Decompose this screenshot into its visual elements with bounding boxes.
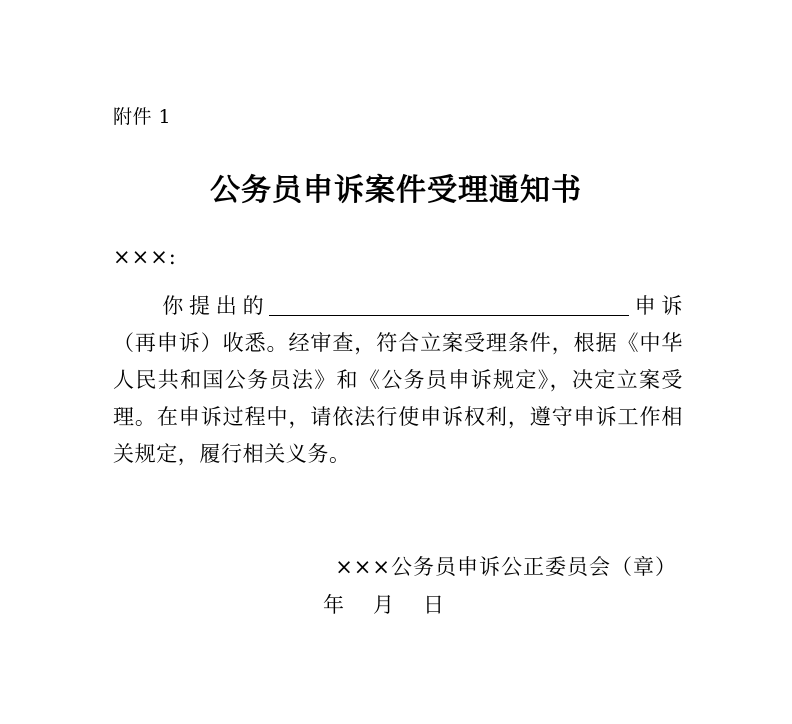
salutation: ×××: <box>113 245 177 269</box>
body-paragraph <box>113 288 683 473</box>
date-day: 日 <box>423 593 445 617</box>
attachment-label: 附件 1 <box>113 106 172 128</box>
body-rest: （再申诉）收悉。经审查，符合立案受理条件，根据《中华人民共和国公务员法》和《公务员申诉规定》，决定立案受理。在申诉过程中，请依法行使申诉权利，遵守申诉工作相关规定，履行相关义务。 <box>113 331 683 466</box>
signature-date <box>113 586 683 624</box>
date-month: 月 <box>373 593 395 617</box>
body-text <box>113 288 683 473</box>
date-year: 年 <box>323 593 345 617</box>
signature-block <box>113 548 683 624</box>
body-line1-prefix: 你提出的 <box>157 294 270 318</box>
signature-organization: ×××公务员申诉公正委员会（章） <box>335 555 677 579</box>
page-title: 公务员申诉案件受理通知书 <box>210 173 582 208</box>
fill-in-blank[interactable] <box>269 295 629 316</box>
body-line1-suffix: 申诉 <box>629 294 684 318</box>
